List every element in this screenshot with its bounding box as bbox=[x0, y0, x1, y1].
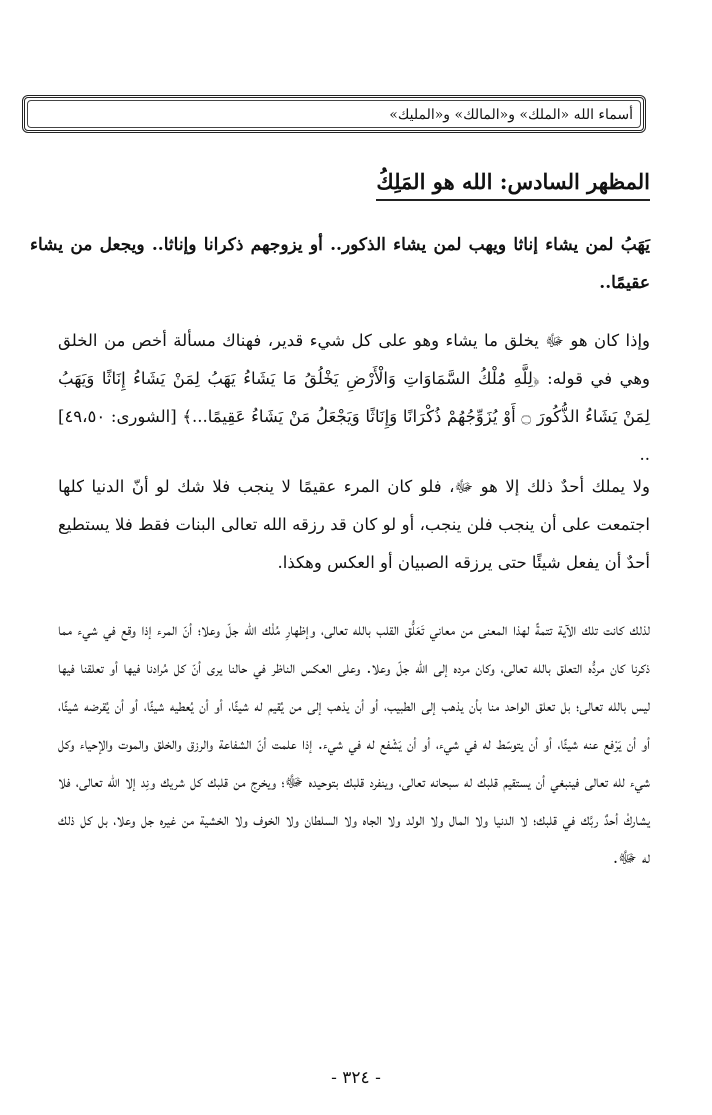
running-header-frame bbox=[22, 95, 646, 133]
paragraph-1: يَهَبُ لمن يشاء إناثا ويهب لمن يشاء الذكور.. أو يزوجهم ذكرانا وإناثا.. ويجعل من يشاء عقيمًا.. bbox=[30, 235, 650, 293]
running-header-title: أسماء الله «الملك» و«المالك» و«المليك» bbox=[389, 107, 633, 123]
paragraph-2: وإذا كان هو ﷻ يخلق ما يشاء وهو على كل شيء قدير، فهناك مسألة أخص من الخلق وهي في قوله: ﴿لِلَّهِ مُلْكُ السَّمَاوَاتِ وَالْأَرْضِ يَخْلُقُ مَا يَشَاءُ يَهَبُ لِمَنْ يَشَاءُ إِنَاثًا وَيَهَبُ لِمَنْ يَشَاءُ الذُّكُورَ ۝ أَوْ يُزَوِّجُهُمْ ذُكْرَانًا وَإِنَاثًا وَيَجْعَلُ مَنْ يَشَاءُ عَقِيمًا...﴾ [الشورى: ٤٩،٥٠] .. bbox=[58, 331, 650, 464]
paragraph-3: ولا يملك أحدٌ ذلك إلا هو ﷻ، فلو كان المرء عقيمًا لا ينجب فلا شك لو أنّ الدنيا كلها اجتمعت على أن ينجب فلن ينجب، أو لو كان قد رزقه الله تعالى البنات فقط فلا يستطيع أحدٌ أن يفعل شيئًا حتى يرزقه الصبيان أو العكس وهكذا. bbox=[58, 477, 650, 572]
paragraph-4: لذلك كانت تلك الآية تتمةً لهذا المعنى من معاني تَعَلُّق القلب بالله تعالى، وإظهارِ مُلْك الله جلّ وعلا؛ أنّ المرء إذا وقع في شيء مما ذكرنا كان مردُّه التعلق بالله تعالى، وكان مرده إلى الله جلّ وعلا. وعلى العكس الناظر في حالنا يرى أنّ كل مُرادنا فيها أو تعلقنا فيها ليس بالله تعالى؛ بل تعلق الواحد منا بأن يذهب إلى الطبيب، أو أن يذهب إلى من يُقيم له شيئًا، أو أن يُعطيه شيئًا، أو أن يُقرضه شيئًا، أو أن يَرْفع عنه شيئًا، أو أن يتوسّط له في شيء، أو أن يَشْفع له في شيء. إذا علمت أنّ الشفاعة والرزق والخلق والموت والإحياء وكل شيء لله تعالى فينبغي أن يستقيم قلبك له سبحانه تعالى، وينفرد قلبك بتوحيده ﷻ؛ ويخرج من قلبك كل شريك ونِد إلا الله تعالى، فلا يشاركْ أحدٌ ربَّك في قلبك؛ لا الدنيا ولا المال ولا الولد ولا الجاه ولا السلطان ولا الخوف ولا الخشية من غيره جل وعلا، بل كل ذلك له ﷻ. bbox=[58, 620, 650, 867]
page-number: - ٣٢٤ - bbox=[331, 1068, 381, 1088]
section-title: المظهر السادس: الله هو المَلِكُ bbox=[376, 167, 650, 201]
